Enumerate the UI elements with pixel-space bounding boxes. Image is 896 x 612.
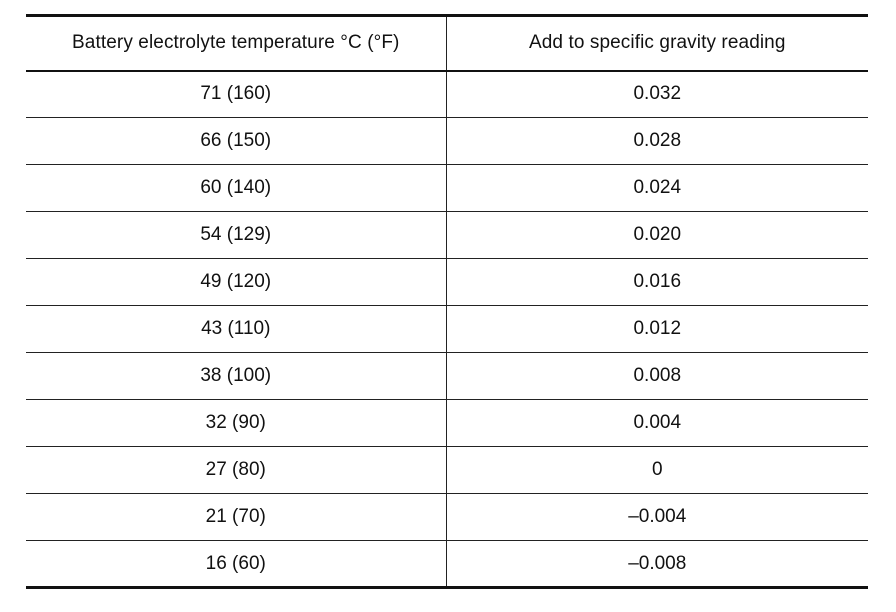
- cell-temperature: 43 (110): [26, 306, 446, 353]
- cell-correction: 0.016: [446, 259, 868, 306]
- cell-correction: –0.004: [446, 494, 868, 541]
- cell-temperature: 49 (120): [26, 259, 446, 306]
- table-header: [26, 16, 868, 71]
- header-temperature: Battery electrolyte temperature °C (°F): [26, 16, 446, 71]
- cell-correction: –0.008: [446, 541, 868, 588]
- cell-temperature: 66 (150): [26, 118, 446, 165]
- cell-correction: 0.028: [446, 118, 868, 165]
- table-row: [26, 118, 868, 165]
- cell-temperature: 32 (90): [26, 400, 446, 447]
- cell-correction: 0.012: [446, 306, 868, 353]
- cell-temperature: 16 (60): [26, 541, 446, 588]
- table-row: [26, 400, 868, 447]
- cell-correction: 0.004: [446, 400, 868, 447]
- header-row: [26, 16, 868, 71]
- cell-temperature: 27 (80): [26, 447, 446, 494]
- cell-correction: 0: [446, 447, 868, 494]
- table-row: [26, 259, 868, 306]
- table-row: [26, 353, 868, 400]
- specific-gravity-correction-table-container: [26, 14, 868, 589]
- cell-temperature: 71 (160): [26, 71, 446, 118]
- header-correction: Add to specific gravity reading: [446, 16, 868, 71]
- table-row: [26, 494, 868, 541]
- table-row: [26, 306, 868, 353]
- table-row: [26, 541, 868, 588]
- cell-correction: 0.008: [446, 353, 868, 400]
- cell-temperature: 21 (70): [26, 494, 446, 541]
- cell-temperature: 60 (140): [26, 165, 446, 212]
- cell-correction: 0.020: [446, 212, 868, 259]
- table-row: [26, 71, 868, 118]
- table-row: [26, 165, 868, 212]
- table-body: [26, 71, 868, 588]
- cell-correction: 0.024: [446, 165, 868, 212]
- specific-gravity-correction-table: [26, 14, 868, 589]
- cell-temperature: 54 (129): [26, 212, 446, 259]
- cell-temperature: 38 (100): [26, 353, 446, 400]
- table-row: [26, 447, 868, 494]
- cell-correction: 0.032: [446, 71, 868, 118]
- table-row: [26, 212, 868, 259]
